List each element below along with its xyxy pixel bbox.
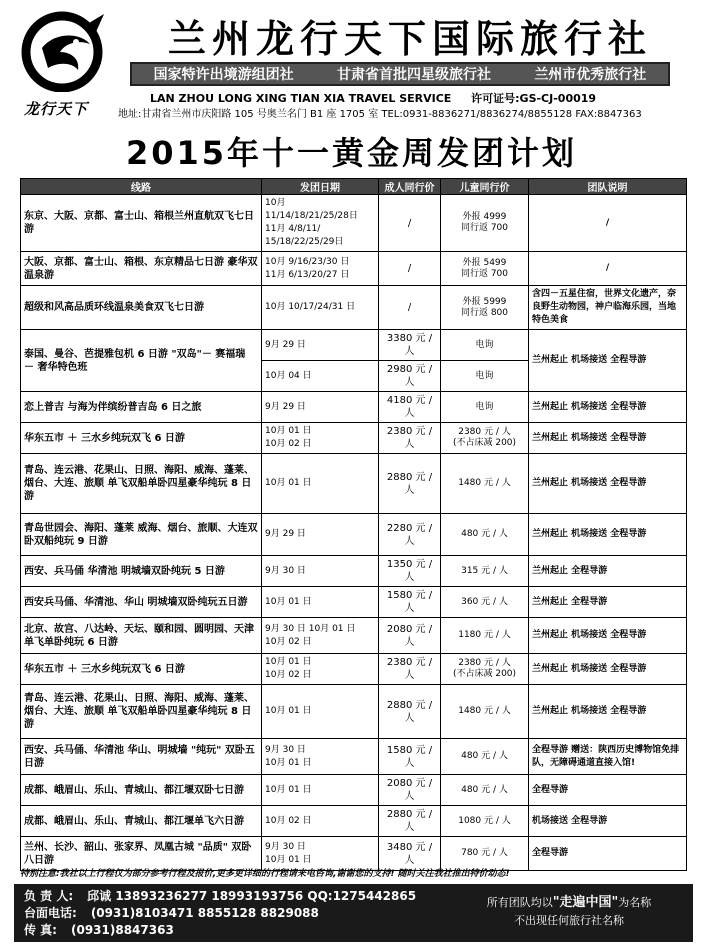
route-cell: 东京、大阪、京都、富士山、箱根兰州直航双飞七日游 [21, 195, 262, 252]
adult-price-cell: 2380 元 / 人 [379, 654, 441, 685]
notes-cell: 含四－五星住宿，世界文化遗产，奈良野生动物园，神户临海乐园，当地特色美食 [529, 286, 687, 330]
english-name-line [150, 90, 680, 106]
notes-cell: 机场接送 全程导游 [529, 806, 687, 837]
date-line: 10月 01 日 [265, 854, 312, 865]
notes-cell: 全程导游 [529, 837, 687, 871]
notes-cell: 兰州起止 机场接送 全程导游 [529, 330, 687, 392]
adult-price-cell: 2080 元 / 人 [379, 618, 441, 654]
adult-price-cell: 2280 元 / 人 [379, 514, 441, 556]
adult-price-cell: / [379, 286, 441, 330]
dates-cell [262, 775, 379, 806]
english-name: LAN ZHOU LONG XING TIAN XIA TRAVEL SERVICE [150, 92, 452, 105]
contact-label: 负 责 人: [24, 889, 74, 903]
dates-cell [262, 618, 379, 654]
table-row [21, 587, 687, 618]
date-line: 15/18/22/25/29日 [265, 237, 344, 247]
notes-cell: 全程导游 赠送：陕西历史博物馆免排队，无障碍通道直接入馆! [529, 739, 687, 775]
title-wrap [0, 128, 703, 174]
contact-line [24, 888, 444, 905]
notes-cell: 全程导游 [529, 775, 687, 806]
child-price-line: 电询 [475, 339, 494, 350]
child-price-line: 电询 [475, 401, 494, 412]
table-row [21, 654, 687, 685]
child-price-line: 1480 元 / 人 [458, 706, 511, 716]
dates-cell [262, 454, 379, 514]
slogan-suffix: 为名称 [618, 896, 652, 909]
slogan-line-1 [454, 894, 684, 912]
date-line: 10月 [265, 198, 286, 208]
license-number: 许可证号:GS-CJ-00019 [471, 92, 597, 105]
child-price-cell [441, 286, 529, 330]
child-price-line: 2380 元 / 人 [458, 658, 511, 668]
dates-cell [262, 587, 379, 618]
date-line: 10月 01 日 [265, 657, 312, 667]
tagline: 兰州市优秀旅行社 [534, 67, 647, 83]
table-row [21, 685, 687, 739]
notes-cell: 兰州起止 机场接送 全程导游 [529, 423, 687, 454]
date-line: 10月 02 日 [265, 815, 312, 826]
adult-price-cell: 3480 元 / 人 [379, 837, 441, 871]
tagline-bar [130, 62, 670, 86]
child-price-line: 同行返 700 [460, 223, 509, 233]
dates-cell [262, 423, 379, 454]
tour-plan-table [20, 178, 687, 871]
phone-line [24, 905, 444, 922]
dates-cell [262, 514, 379, 556]
table-row [21, 454, 687, 514]
route-cell: 兰州、长沙、韶山、张家界、凤凰古城 "品质" 双卧八日游 [21, 837, 262, 871]
adult-price-cell: 2980 元 / 人 [379, 361, 441, 392]
dates-cell [262, 195, 379, 252]
child-price-cell [441, 685, 529, 739]
date-line: 10月 04 日 [265, 370, 312, 381]
notes-cell: 兰州起止 机场接送 全程导游 [529, 654, 687, 685]
child-price-line: 780 元 / 人 [461, 848, 508, 858]
child-price-cell [441, 392, 529, 423]
route-cell: 青岛、连云港、花果山、日照、海阳、威海、蓬莱、烟台、大连、旅顺 单飞双船单卧四星豪华纯玩 8 日游 [21, 685, 262, 739]
adult-price-cell: 2080 元 / 人 [379, 775, 441, 806]
dates-cell [262, 654, 379, 685]
table-row [21, 775, 687, 806]
adult-price-cell: 1580 元 / 人 [379, 739, 441, 775]
date-line: 10月 10/17/24/31 日 [265, 302, 356, 312]
route-cell: 恋上普吉 与海为伴缤纷普吉岛 6 日之旅 [21, 392, 262, 423]
route-cell: 成都、峨眉山、乐山、青城山、都江堰单飞六日游 [21, 806, 262, 837]
table-row [21, 739, 687, 775]
route-cell: 北京、故宫、八达岭、天坛、颐和园、圆明园、天津单飞单卧纯玩 6 日游 [21, 618, 262, 654]
child-price-line: 同行返 700 [460, 268, 509, 279]
tagline: 国家特许出境游组团社 [153, 67, 294, 83]
child-price-cell [441, 195, 529, 252]
table-body [21, 195, 687, 871]
date-line: 10月 01 日 [265, 757, 312, 768]
notes-cell: 兰州起止 全程导游 [529, 587, 687, 618]
date-line: 10月 02 日 [265, 670, 312, 680]
column-header: 成人同行价 [379, 179, 441, 195]
dates-cell [262, 330, 379, 361]
dragon-logo-icon [14, 8, 114, 92]
route-cell: 华东五市 ＋ 三水乡纯玩双飞 6 日游 [21, 423, 262, 454]
child-price-cell [441, 556, 529, 587]
child-price-line: (不占床减 200) [452, 669, 517, 679]
fax-value: (0931)8847363 [70, 923, 174, 937]
logo-text: 龙行天下 [24, 100, 89, 118]
dates-cell [262, 556, 379, 587]
child-price-cell [441, 514, 529, 556]
table-row [21, 330, 687, 361]
table-row [21, 618, 687, 654]
child-price-cell [441, 654, 529, 685]
child-price-cell [441, 587, 529, 618]
footer-contacts [24, 888, 444, 939]
address-line: 地址:甘肃省兰州市庆阳路 105 号奥兰名门 B1 座 1705 室 TEL:0931-8836271/8836274/8855128 FAX:8847363 [118, 109, 642, 120]
date-line: 9月 30 日 [265, 744, 306, 755]
footer-slogan [454, 894, 684, 930]
header [0, 0, 703, 122]
child-price-cell [441, 423, 529, 454]
child-price-line: 1480 元 / 人 [458, 478, 511, 488]
child-price-cell [441, 618, 529, 654]
notes-cell: 兰州起止 机场接送 全程导游 [529, 685, 687, 739]
slogan-prefix: 所有团队均以 [486, 896, 553, 909]
column-header: 线路 [21, 179, 262, 195]
child-price-line: 1080 元 / 人 [458, 815, 511, 826]
adult-price-cell: 2380 元 / 人 [379, 423, 441, 454]
date-line: 10月 01 日 [265, 784, 312, 795]
child-price-line: 315 元 / 人 [461, 565, 508, 576]
route-cell: 西安兵马俑、华清池、华山 明城墙双卧纯玩五日游 [21, 587, 262, 618]
child-price-cell [441, 330, 529, 361]
route-cell: 西安、兵马俑 华清池 明城墙双卧纯玩 5 日游 [21, 556, 262, 587]
adult-price-cell: 1350 元 / 人 [379, 556, 441, 587]
route-cell: 华东五市 ＋ 三水乡纯玩双飞 6 日游 [21, 654, 262, 685]
adult-price-cell: 2880 元 / 人 [379, 454, 441, 514]
date-line: 11/14/18/21/25/28日 [265, 211, 358, 221]
child-price-cell [441, 806, 529, 837]
date-line: 10月 01 日 [265, 706, 312, 716]
route-cell: 青岛、连云港、花果山、日照、海阳、威海、蓬莱、烟台、大连、旅顺 单飞双船单卧四星豪华纯玩 8 日游 [21, 454, 262, 514]
contact-value: 邱诚 13893236277 18993193756 QQ:1275442865 [87, 889, 417, 903]
notes-cell: 兰州起止 机场接送 全程导游 [529, 454, 687, 514]
table-row [21, 195, 687, 252]
dates-cell [262, 252, 379, 286]
child-price-line: 480 元 / 人 [461, 784, 508, 795]
date-line: 10月 01 日 [265, 426, 312, 436]
dates-cell [262, 739, 379, 775]
child-price-line: 电询 [475, 370, 494, 381]
dates-cell [262, 286, 379, 330]
route-cell: 成都、峨眉山、乐山、青城山、都江堰双卧七日游 [21, 775, 262, 806]
page-title: 2015年十一黄金周发团计划 [125, 134, 578, 172]
date-line: 9月 30 日 [265, 841, 306, 852]
adult-price-cell: 3380 元 / 人 [379, 330, 441, 361]
route-cell: 青岛世园会、海阳、蓬莱 威海、烟台、旅顺、大连双卧双船纯玩 9 日游 [21, 514, 262, 556]
phone-value: (0931)8103471 8855128 8829088 [90, 906, 319, 920]
child-price-cell [441, 739, 529, 775]
dates-cell [262, 361, 379, 392]
slogan-line-2: 不出现任何旅行社名称 [514, 914, 624, 927]
route-cell: 大阪、京都、富士山、箱根、东京精品七日游 豪华双温泉游 [21, 252, 262, 286]
date-line: 11月 6/13/20/27 日 [265, 269, 350, 280]
table-row [21, 252, 687, 286]
notes-cell: 兰州起止 全程导游 [529, 556, 687, 587]
table-row [21, 556, 687, 587]
child-price-cell [441, 361, 529, 392]
column-header: 儿童同行价 [441, 179, 529, 195]
child-price-cell [441, 454, 529, 514]
date-line: 9月 30 日 10月 01 日 [265, 623, 356, 634]
date-line: 10月 02 日 [265, 636, 312, 647]
date-line: 9月 29 日 [265, 339, 306, 350]
child-price-line: 同行返 800 [460, 307, 509, 318]
adult-price-cell: 1580 元 / 人 [379, 587, 441, 618]
dragon-logo [14, 8, 114, 118]
fax-label: 传 真: [24, 923, 57, 937]
adult-price-cell: 4180 元 / 人 [379, 392, 441, 423]
fax-line [24, 922, 444, 939]
phone-label: 台面电话: [24, 906, 77, 920]
adult-price-cell: / [379, 252, 441, 286]
date-line: 11月 4/8/11/ [265, 224, 321, 234]
table-row [21, 806, 687, 837]
date-line: 10月 01 日 [265, 478, 312, 488]
route-cell: 西安、兵马俑、华清池 华山、明城墙 "纯玩" 双卧五日游 [21, 739, 262, 775]
notes-cell: 兰州起止 机场接送 全程导游 [529, 514, 687, 556]
route-cell: 超级和风高品质环线温泉美食双飞七日游 [21, 286, 262, 330]
tagline: 甘肃省首批四星级旅行社 [336, 67, 491, 83]
adult-price-cell: / [379, 195, 441, 252]
child-price-line: 2380 元 / 人 [458, 427, 511, 437]
date-line: 9月 30 日 [265, 565, 306, 576]
child-price-cell [441, 252, 529, 286]
date-line: 10月 02 日 [265, 439, 312, 449]
child-price-line: (不占床减 200) [452, 438, 517, 448]
date-line: 10月 9/16/23/30 日 [265, 256, 350, 267]
child-price-line: 480 元 / 人 [461, 529, 508, 539]
adult-price-cell: 2880 元 / 人 [379, 806, 441, 837]
dates-cell [262, 685, 379, 739]
notes-cell: / [529, 252, 687, 286]
child-price-line: 外报 5999 [462, 296, 507, 307]
child-price-line: 外报 4999 [462, 212, 507, 222]
footer [14, 884, 693, 942]
date-line: 10月 01 日 [265, 596, 312, 607]
date-line: 9月 29 日 [265, 529, 306, 539]
table-header-row [21, 179, 687, 195]
column-header: 发团日期 [262, 179, 379, 195]
route-cell: 泰国、曼谷、芭提雅包机 6 日游 "双岛"－ 赛福瑞 － 奢华特色班 [21, 330, 262, 392]
table-row [21, 392, 687, 423]
child-price-line: 1180 元 / 人 [458, 630, 511, 640]
date-line: 9月 29 日 [265, 401, 306, 412]
table-row [21, 514, 687, 556]
table-row [21, 286, 687, 330]
company-name: 兰州龙行天下国际旅行社 [167, 16, 652, 61]
child-price-cell [441, 775, 529, 806]
table-row [21, 423, 687, 454]
notes-cell: / [529, 195, 687, 252]
child-price-line: 480 元 / 人 [461, 751, 508, 761]
notes-cell: 兰州起止 机场接送 全程导游 [529, 392, 687, 423]
child-price-line: 外报 5499 [462, 257, 507, 268]
slogan-brand: "走遍中国" [552, 895, 619, 910]
special-note: 特别注意:我社以上行程仅为部分参考行程及报价,更多更详细的行程请来电咨询,谢谢您的支持! 随时关注我社推出特价动态! [20, 869, 510, 879]
child-price-line: 360 元 / 人 [461, 596, 508, 607]
adult-price-cell: 2880 元 / 人 [379, 685, 441, 739]
dates-cell [262, 392, 379, 423]
dates-cell [262, 806, 379, 837]
notes-cell: 兰州起止 机场接送 全程导游 [529, 618, 687, 654]
column-header: 团队说明 [529, 179, 687, 195]
